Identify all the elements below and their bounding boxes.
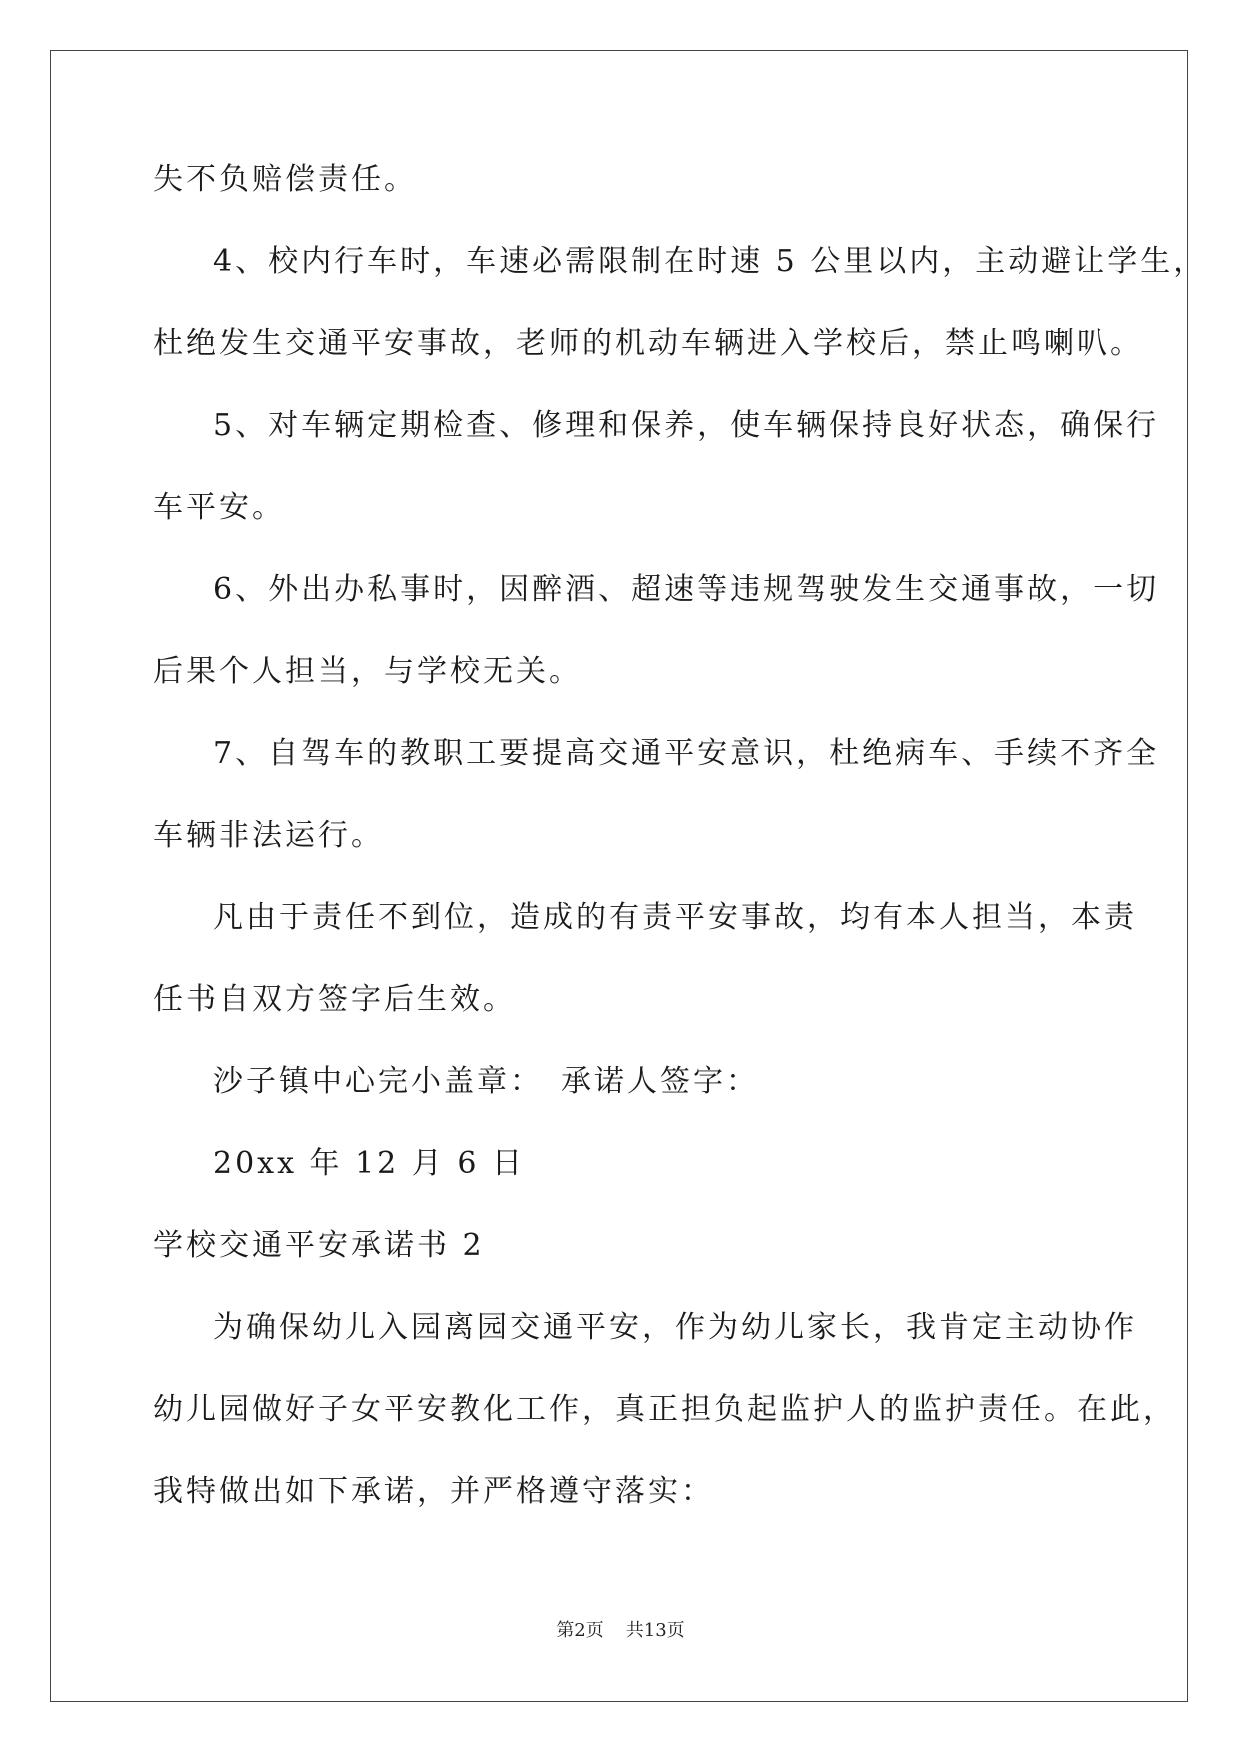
text-line: 凡由于责任不到位，造成的有责平安事故，均有本人担当，本责 xyxy=(213,900,1137,935)
section-title: 学校交通平安承诺书 2 xyxy=(153,1228,485,1263)
text-line: 为确保幼儿入园离园交通平安，作为幼儿家长，我肯定主动协作 xyxy=(213,1310,1137,1345)
text-line: 4、校内行车时，车速必需限制在时速 5 公里以内，主动避让学生， xyxy=(213,244,1207,279)
document-body xyxy=(153,162,1207,1559)
page-number: 第2页 xyxy=(556,1620,604,1641)
page-footer xyxy=(0,1620,1241,1642)
page-total: 共13页 xyxy=(625,1620,685,1641)
text-line: 车辆非法运行。 xyxy=(153,818,384,853)
text-line: 5、对车辆定期检查、修理和保养，使车辆保持良好状态，确保行 xyxy=(213,408,1160,443)
text-line: 失不负赔偿责任。 xyxy=(153,162,417,197)
text-line: 杜绝发生交通平安事故，老师的机动车辆进入学校后，禁止鸣喇叭。 xyxy=(153,326,1143,361)
date-line: 20xx 年 12 月 6 日 xyxy=(213,1146,525,1181)
text-line: 任书自双方签字后生效。 xyxy=(153,982,516,1017)
signature-line: 沙子镇中心完小盖章： 承诺人签字： xyxy=(213,1064,759,1099)
text-line: 我特做出如下承诺，并严格遵守落实： xyxy=(153,1474,714,1509)
text-line: 7、自驾车的教职工要提高交通平安意识，杜绝病车、手续不齐全 xyxy=(213,736,1160,771)
text-line: 幼儿园做好子女平安教化工作，真正担负起监护人的监护责任。在此， xyxy=(153,1392,1176,1427)
text-line: 车平安。 xyxy=(153,490,285,525)
text-line: 后果个人担当，与学校无关。 xyxy=(153,654,582,689)
text-line: 6、外出办私事时，因醉酒、超速等违规驾驶发生交通事故，一切 xyxy=(213,572,1160,607)
